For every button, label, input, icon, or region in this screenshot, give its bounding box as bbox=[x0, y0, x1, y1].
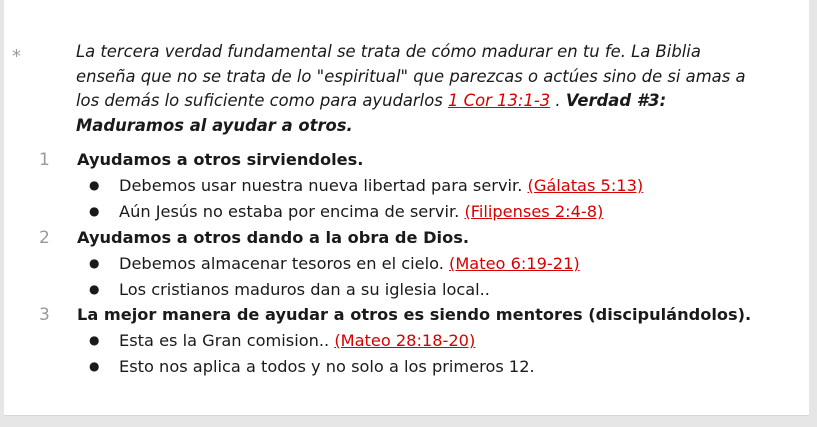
star-marker: * bbox=[12, 46, 21, 67]
bullet-text: Debemos almacenar tesoros en el cielo. bbox=[119, 254, 450, 273]
bullet-text: Esta es la Gran comision.. bbox=[119, 331, 335, 350]
list-item bbox=[89, 254, 580, 273]
bullet-icon: ● bbox=[89, 256, 100, 270]
point-3-number: 3 bbox=[39, 305, 50, 325]
bullet-text: Esto nos aplica a todos y no solo a los primeros 12. bbox=[119, 357, 535, 376]
truth-statement: Verdad #3: Maduramos al ayudar a otros. bbox=[76, 91, 667, 135]
point-1-number: 1 bbox=[39, 150, 50, 170]
document-card bbox=[4, 0, 809, 416]
bullet-icon: ● bbox=[89, 359, 100, 373]
point-1-heading: Ayudamos a otros sirviendoles. bbox=[77, 150, 364, 169]
bullet-text: Los cristianos maduros dan a su iglesia local.. bbox=[119, 280, 490, 299]
intro-text: La tercera verdad fundamental se trata de cómo madurar en tu fe. La Biblia enseña que no se trata de lo "espiritual" que parezcas o actúes sino de si amas a los demás lo suficiente como para ayudarlos bbox=[76, 42, 746, 110]
bullet-icon: ● bbox=[89, 178, 100, 192]
point-3-heading: La mejor manera de ayudar a otros es siendo mentores (discipulándolos). bbox=[77, 305, 752, 324]
bullet-icon: ● bbox=[89, 333, 100, 347]
point-2-heading: Ayudamos a otros dando a la obra de Dios. bbox=[77, 228, 469, 247]
reference-link[interactable]: (Mateo 28:18-20) bbox=[334, 331, 476, 350]
list-item bbox=[89, 357, 535, 376]
reference-link[interactable]: (Gálatas 5:13) bbox=[527, 176, 644, 195]
reference-link[interactable]: (Mateo 6:19-21) bbox=[449, 254, 580, 273]
list-item bbox=[89, 202, 603, 221]
intro-reference-link[interactable]: 1 Cor 13:1-3 bbox=[447, 91, 551, 110]
reference-link[interactable]: (Filipenses 2:4-8) bbox=[464, 202, 604, 221]
bullet-icon: ● bbox=[89, 204, 100, 218]
bullet-text: Debemos usar nuestra nueva libertad para servir. bbox=[119, 176, 528, 195]
list-item bbox=[89, 331, 475, 350]
bullet-icon: ● bbox=[89, 282, 100, 296]
list-item bbox=[89, 280, 490, 299]
list-item bbox=[89, 176, 643, 195]
bullet-text: Aún Jesús no estaba por encima de servir. bbox=[119, 202, 465, 221]
point-2-number: 2 bbox=[39, 228, 50, 248]
intro-text-after: . bbox=[550, 91, 566, 110]
intro-paragraph bbox=[34, 40, 754, 138]
